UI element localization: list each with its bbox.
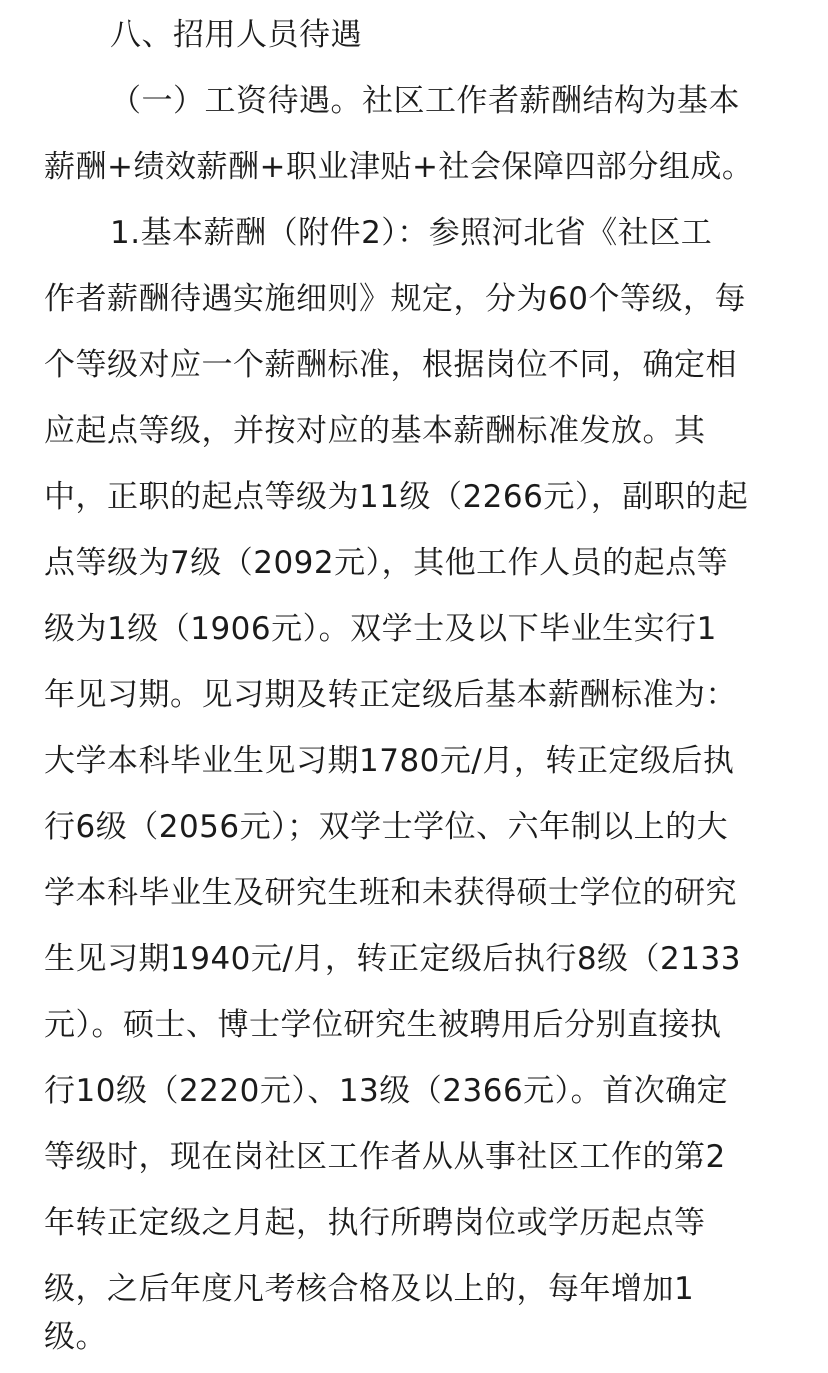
paragraph-line: 行10级（2220元）、13级（2366元）。首次确定	[44, 1073, 729, 1109]
paragraph-line: 等级时，现在岗社区工作者从从事社区工作的第2	[44, 1139, 726, 1175]
paragraph-line: 1.基本薪酬（附件2）：参照河北省《社区工	[110, 215, 713, 251]
paragraph-line: 个等级对应一个薪酬标准，根据岗位不同，确定相	[44, 347, 737, 383]
paragraph-line: 级。	[44, 1319, 107, 1355]
paragraph-line: 行6级（2056元）；双学士学位、六年制以上的大	[44, 809, 729, 845]
section-heading: 八、招用人员待遇	[110, 17, 362, 53]
paragraph-line: 中，正职的起点等级为11级（2266元），副职的起	[44, 479, 749, 515]
paragraph-line: 级，之后年度凡考核合格及以上的，每年增加1	[44, 1271, 695, 1307]
paragraph-line: 生见习期1940元/月，转正定级后执行8级（2133	[44, 941, 741, 977]
paragraph-line: 应起点等级，并按对应的基本薪酬标准发放。其	[44, 413, 706, 449]
paragraph-line: 大学本科毕业生见习期1780元/月，转正定级后执	[44, 743, 735, 779]
paragraph-line: 元）。硕士、博士学位研究生被聘用后分别直接执	[44, 1007, 722, 1043]
paragraph-line: 点等级为7级（2092元），其他工作人员的起点等	[44, 545, 729, 581]
paragraph-line: （一）工资待遇。社区工作者薪酬结构为基本	[110, 83, 740, 119]
paragraph-line: 级为1级（1906元）。双学士及以下毕业生实行1	[44, 611, 717, 647]
paragraph-line: 作者薪酬待遇实施细则》规定，分为60个等级，每	[44, 281, 746, 317]
paragraph-line: 薪酬+绩效薪酬+职业津贴+社会保障四部分组成。	[44, 149, 754, 185]
paragraph-line: 年转正定级之月起，执行所聘岗位或学历起点等	[44, 1205, 706, 1241]
paragraph-line: 学本科毕业生及研究生班和未获得硕士学位的研究	[44, 875, 737, 911]
paragraph-line: 年见习期。见习期及转正定级后基本薪酬标准为：	[44, 677, 737, 713]
